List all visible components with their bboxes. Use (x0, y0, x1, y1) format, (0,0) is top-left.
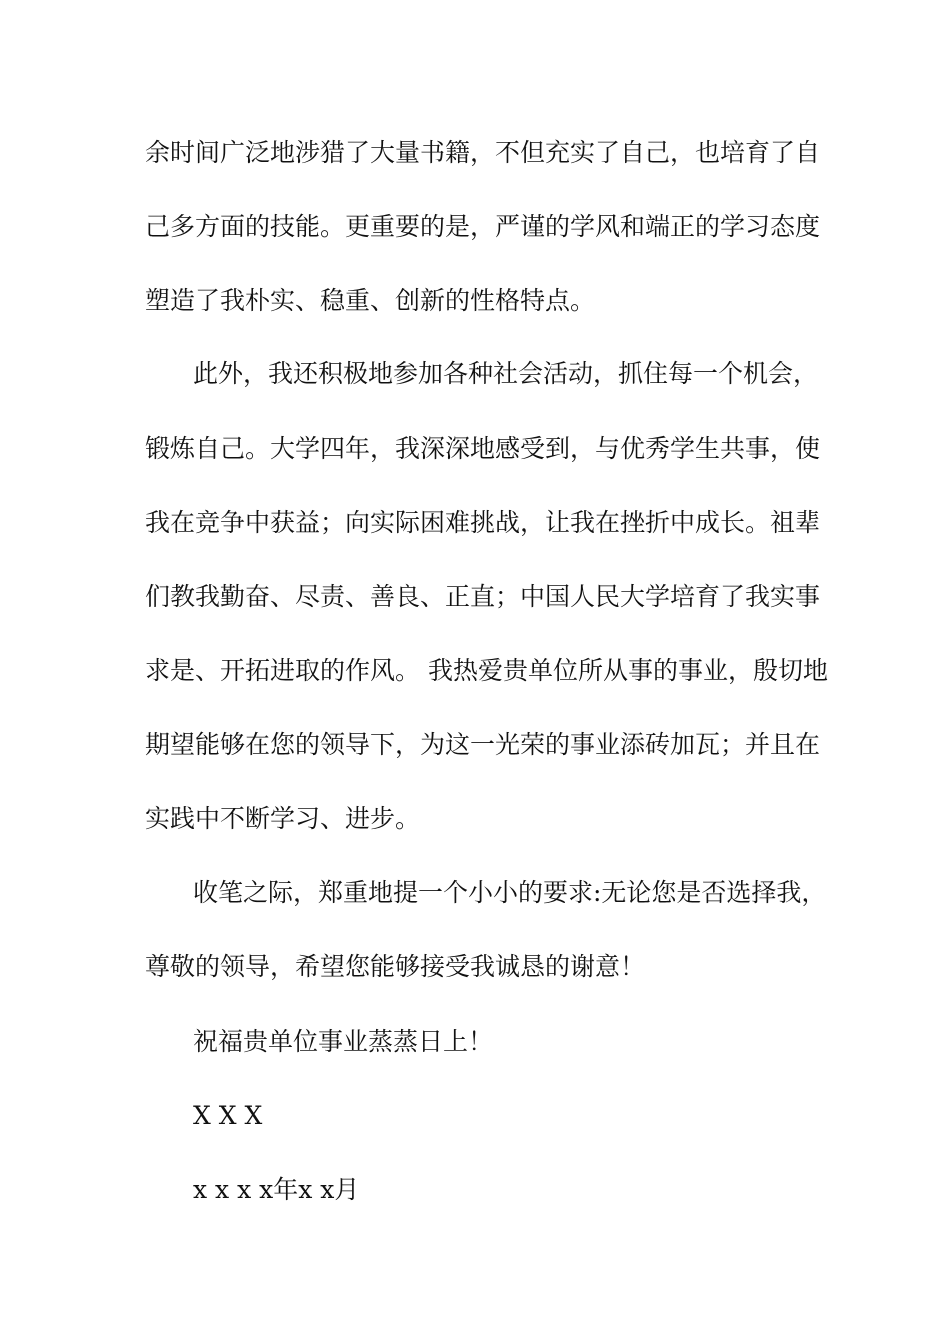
paragraph-line: 期望能够在您的领导下，为这一光荣的事业添砖加瓦；并且在 (145, 730, 821, 759)
date-line: x x x x年x x月 (193, 1175, 360, 1204)
paragraph-line: 己多方面的技能。更重要的是，严谨的学风和端正的学习态度 (145, 212, 821, 241)
paragraph-line: 此外，我还积极地参加各种社会活动，抓住每一个机会， (193, 359, 819, 388)
closing-wish: 祝福贵单位事业蒸蒸日上！ (193, 1027, 494, 1056)
paragraph-line: 收笔之际，郑重地提一个小小的要求:无论您是否选择我， (193, 878, 827, 907)
paragraph-line: 我在竞争中获益；向实际困难挑战，让我在挫折中成长。祖辈 (145, 508, 821, 537)
paragraph-line: 塑造了我朴实、稳重、创新的性格特点。 (145, 286, 596, 315)
paragraph-line: 求是、开拓进取的作风。 我热爱贵单位所从事的事业，殷切地 (145, 656, 828, 685)
paragraph-line: 锻炼自己。大学四年，我深深地感受到，与优秀学生共事，使 (145, 434, 821, 463)
paragraph-line: 尊敬的领导，希望您能够接受我诚恳的谢意！ (145, 952, 646, 981)
paragraph-line: 实践中不断学习、进步。 (145, 804, 421, 833)
paragraph-line: 们教我勤奋、尽责、善良、正直；中国人民大学培育了我实事 (145, 582, 821, 611)
paragraph-line: 余时间广泛地涉猎了大量书籍，不但充实了自己，也培育了自 (145, 138, 821, 167)
signature: X X X (193, 1101, 263, 1130)
